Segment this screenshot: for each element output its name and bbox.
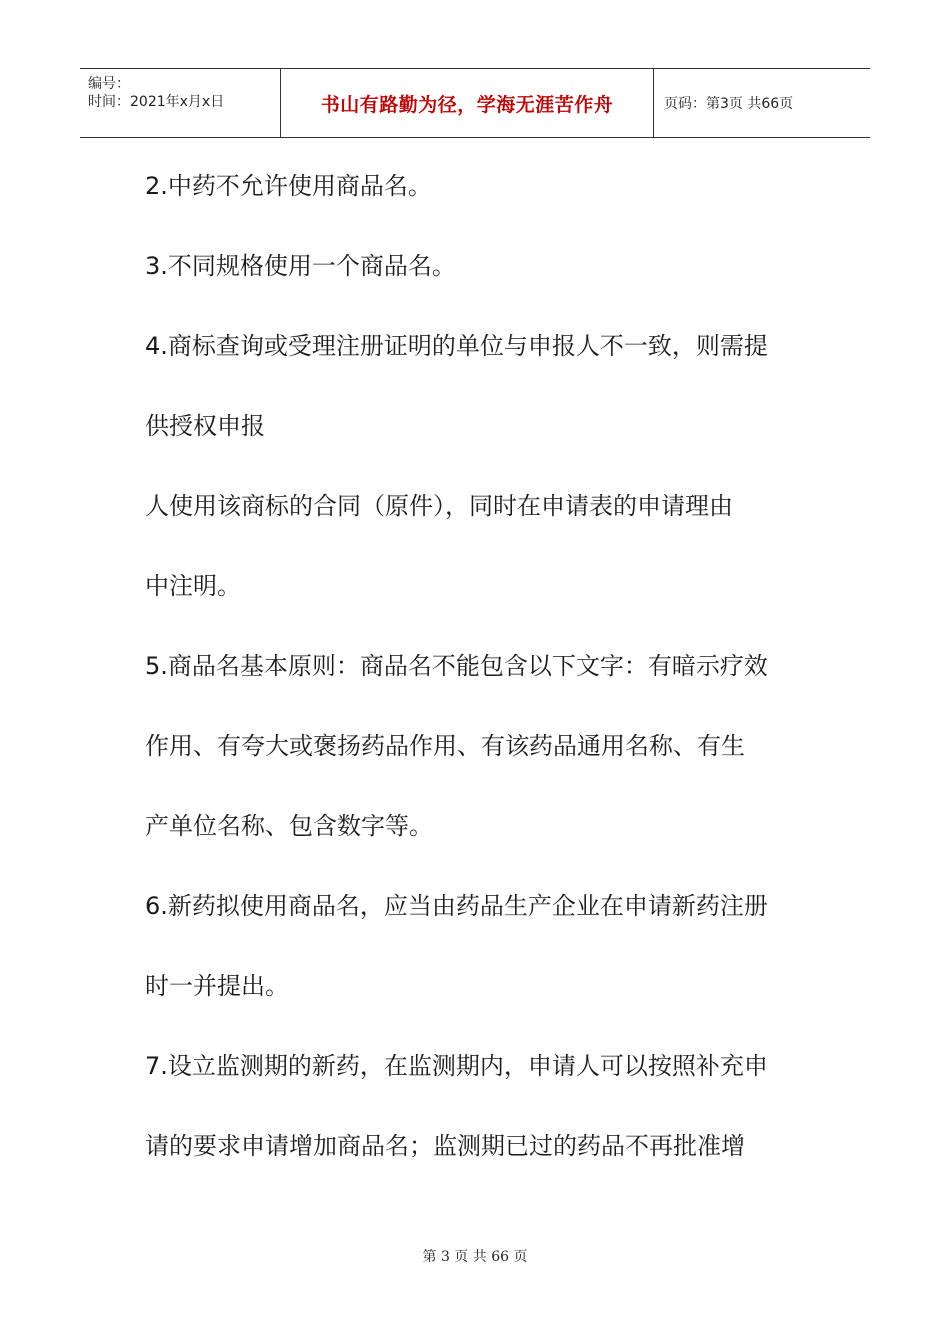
body-line: 7.设立监测期的新药，在监测期内，申请人可以按照补充申 bbox=[145, 1052, 768, 1080]
body-line: 时一并提出。 bbox=[145, 972, 289, 1000]
body-line: 产单位名称、包含数字等。 bbox=[145, 812, 433, 840]
page-header bbox=[80, 68, 870, 138]
body-line: 中注明。 bbox=[145, 572, 241, 600]
body-line: 请的要求申请增加商品名；监测期已过的药品不再批准增 bbox=[145, 1132, 745, 1160]
body-line: 作用、有夸大或褒扬药品作用、有该药品通用名称、有生 bbox=[145, 732, 745, 760]
body-line: 2.中药不允许使用商品名。 bbox=[145, 172, 432, 200]
document-body bbox=[145, 166, 825, 1206]
document-date: 时间：2021年x月x日 bbox=[88, 94, 225, 110]
body-line: 3.不同规格使用一个商品名。 bbox=[145, 252, 456, 280]
page-footer: 第 3 页 共 66 页 bbox=[422, 1249, 528, 1265]
body-line: 6.新药拟使用商品名，应当由药品生产企业在申请新药注册 bbox=[145, 892, 768, 920]
body-line: 人使用该商标的合同（原件），同时在申请表的申请理由 bbox=[145, 492, 733, 520]
body-line: 供授权申报 bbox=[145, 412, 265, 440]
header-page-cell bbox=[654, 69, 870, 137]
header-meta bbox=[80, 69, 281, 137]
header-motto-cell bbox=[281, 69, 654, 137]
body-line: 5.商品名基本原则：商品名不能包含以下文字：有暗示疗效 bbox=[145, 652, 768, 680]
header-motto: 书山有路勤为径，学海无涯苦作舟 bbox=[320, 93, 614, 116]
document-number: 编号： bbox=[88, 76, 130, 92]
body-line: 4.商标查询或受理注册证明的单位与申报人不一致，则需提 bbox=[145, 332, 768, 360]
header-page-info: 页码：第3页 共66页 bbox=[664, 96, 794, 112]
